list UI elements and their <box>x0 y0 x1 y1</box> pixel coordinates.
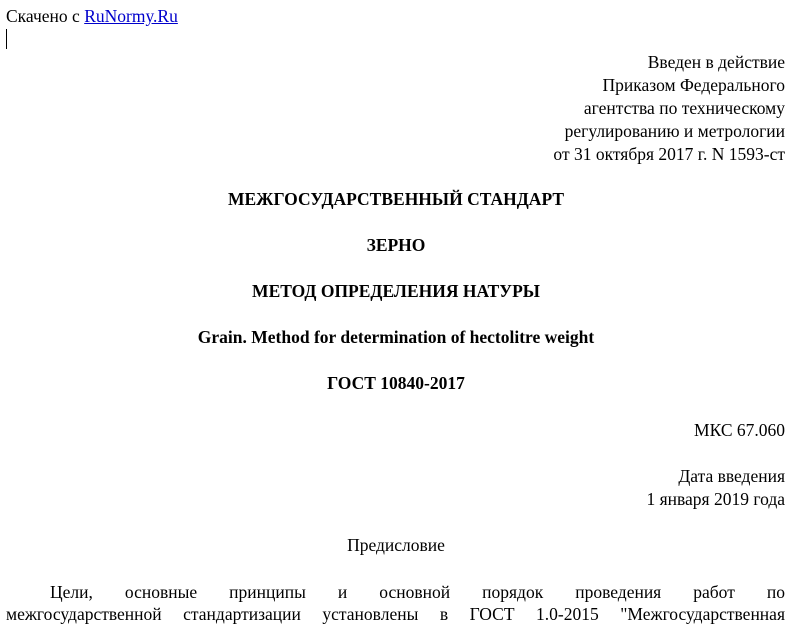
foreword-line-1: Цели, основные принципы и основной порядок проведения работ по <box>50 582 785 602</box>
foreword-line-2: межгосударственной стандартизации установлены в ГОСТ 1.0-2015 "Межгосударственная <box>6 604 785 624</box>
downloaded-prefix: Скачено с <box>6 6 80 26</box>
enactment-line-1: Введен в действие <box>647 52 785 72</box>
intro-date-value: 1 января 2019 года <box>646 489 785 509</box>
enactment-line-4: регулированию и метрологии <box>564 121 785 141</box>
subject-heading: ЗЕРНО <box>366 235 426 255</box>
gost-number: ГОСТ 10840-2017 <box>327 373 465 393</box>
english-title: Grain. Method for determination of hectolitre weight <box>197 327 595 347</box>
enactment-line-5: от 31 октября 2017 г. N 1593-ст <box>553 144 785 164</box>
mks-code: МКС 67.060 <box>694 420 785 440</box>
standard-heading: МЕЖГОСУДАРСТВЕННЫЙ СТАНДАРТ <box>227 189 565 209</box>
enactment-line-3: агентства по техническому <box>583 98 785 118</box>
text-cursor <box>6 29 7 49</box>
runormy-link[interactable]: RuNormy.Ru <box>84 6 178 26</box>
downloaded-from-line <box>6 5 178 27</box>
intro-date-label: Дата введения <box>678 466 785 486</box>
method-heading: МЕТОД ОПРЕДЕЛЕНИЯ НАТУРЫ <box>252 281 540 301</box>
enactment-line-2: Приказом Федерального <box>602 75 785 95</box>
foreword-heading: Предисловие <box>347 535 445 555</box>
